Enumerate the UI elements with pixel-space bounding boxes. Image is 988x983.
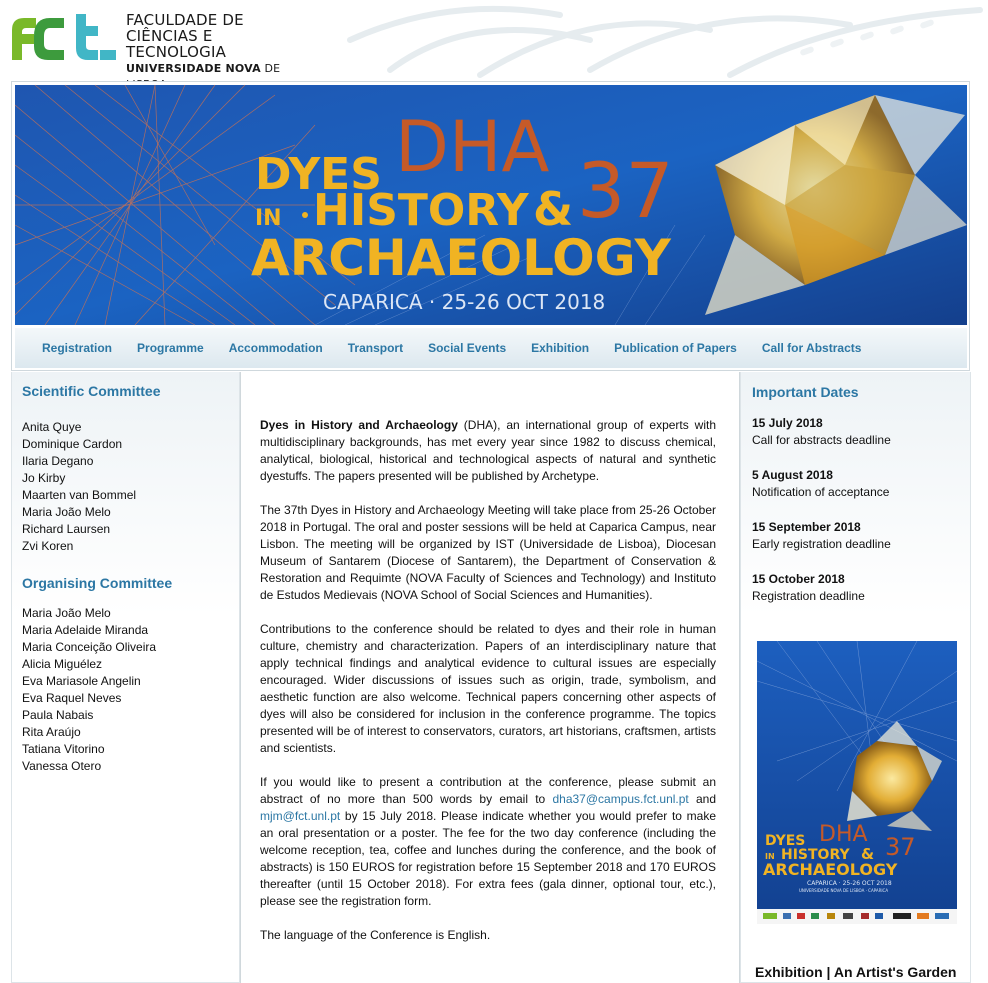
date-item <box>752 467 889 501</box>
nav-accommodation[interactable]: Accommodation <box>228 341 323 355</box>
scientific-committee-list <box>22 419 136 555</box>
banner-dha: DHA <box>395 106 550 188</box>
submission-text-a: If you would like to present a contribution at the conference, please submit an abstract of no more than 500 words by email to <box>260 775 716 806</box>
committee-member: Vanessa Otero <box>22 759 102 773</box>
committee-member: Maria João Melo <box>22 606 111 620</box>
banner-37: 37 <box>577 146 674 235</box>
committee-member: Tatiana Vitorino <box>22 742 105 756</box>
fct-logo[interactable] <box>10 11 310 75</box>
committee-member: Maarten van Bommel <box>22 488 137 502</box>
banner-dyes: DYES <box>255 149 382 200</box>
logo-line-1: FACULDADE DE <box>126 11 244 29</box>
poster-subtitle: CAPARICA · 25-26 OCT 2018 <box>807 880 892 887</box>
date-value: 15 October 2018 <box>752 572 845 586</box>
poster-37: 37 <box>885 833 916 861</box>
committee-member: Maria Conceição Oliveira <box>22 640 157 654</box>
date-label: Registration deadline <box>752 589 865 603</box>
poster-in: IN <box>765 852 775 861</box>
conference-banner <box>15 85 967 325</box>
nav-publication-of-papers[interactable]: Publication of Papers <box>614 341 737 355</box>
nav-transport[interactable]: Transport <box>347 341 404 355</box>
banner-in: IN <box>255 206 282 231</box>
intro-bold: Dyes in History and Archaeology <box>260 418 458 432</box>
poster-dha: DHA <box>819 822 868 847</box>
committee-member: Zvi Koren <box>22 539 74 553</box>
nav-exhibition[interactable]: Exhibition <box>531 341 590 355</box>
submission-text-c: by 15 July 2018. Please indicate whether you would prefer to make an oral presentation or a poster. The fee for the two day conference (including the welcome reception, tea, coffee and lunches during the conference, and the book of abstracts) is 150 EUROS for registration before 15 September 2018 and 170 EUROS thereafter (until 15 October 2018). For extra fees (gala dinner, optional tour, etc.), please see the registration form. <box>260 809 716 908</box>
date-value: 15 July 2018 <box>752 416 823 430</box>
date-item <box>752 519 891 553</box>
committee-member: Maria João Melo <box>22 505 111 519</box>
committee-member: Eva Mariasole Angelin <box>22 674 141 688</box>
poster-ampersand: & <box>861 845 875 863</box>
poster-history: HISTORY <box>781 847 850 863</box>
banner-ampersand: & <box>533 182 574 236</box>
paragraph-intro <box>260 417 716 485</box>
banner-subtitle: CAPARICA · 25-26 OCT 2018 <box>323 290 606 314</box>
email-link-mjm[interactable]: mjm@fct.unl.pt <box>260 809 341 823</box>
intro-rest: (DHA), an international group of experts with multidisciplinary backgrounds, has met every year since 1982 to discuss chemical, analytical, biological, historical and technological aspects of natural and synthetic dyestuffs. The papers presented will be published by Archetype. <box>260 418 716 483</box>
date-value: 15 September 2018 <box>752 520 861 534</box>
poster-archaeology: ARCHAEOLOGY <box>763 860 898 879</box>
paragraph-language: The language of the Conference is English. <box>260 928 491 942</box>
paragraph-submission <box>260 774 716 910</box>
committee-member: Ilaria Degano <box>22 454 94 468</box>
poster-university: UNIVERSIDADE NOVA DE LISBOA · CAPARICA <box>799 888 889 893</box>
nav-call-for-abstracts[interactable]: Call for Abstracts <box>761 341 862 355</box>
committee-member: Anita Quye <box>22 420 82 434</box>
poster-artwork <box>757 641 957 924</box>
nav-registration[interactable]: Registration <box>42 341 113 355</box>
main-nav <box>15 328 967 368</box>
logo-line-2: CIÊNCIAS E TECNOLOGIA <box>126 27 227 61</box>
date-item <box>752 571 865 605</box>
date-label: Call for abstracts deadline <box>752 433 891 447</box>
nav-programme[interactable]: Programme <box>137 341 204 355</box>
banner-frame <box>11 81 970 371</box>
fct-logo-mark <box>10 14 118 60</box>
scientific-committee-heading: Scientific Committee <box>22 383 161 399</box>
committees-sidebar <box>11 372 240 983</box>
committee-member: Maria Adelaide Miranda <box>22 623 149 637</box>
important-dates-heading: Important Dates <box>752 384 859 400</box>
dates-sidebar <box>740 372 971 983</box>
banner-artwork <box>15 85 967 325</box>
email-link-dha37[interactable]: dha37@campus.fct.unl.pt <box>552 792 689 806</box>
committee-member: Dominique Cardon <box>22 437 123 451</box>
committee-member: Rita Araújo <box>22 725 81 739</box>
date-label: Early registration deadline <box>752 537 891 551</box>
organising-committee-list <box>22 605 156 775</box>
banner-history: HISTORY <box>313 185 529 236</box>
logo-line-3-bold: UNIVERSIDADE NOVA <box>126 62 261 75</box>
paragraph-meeting: The 37th Dyes in History and Archaeology Meeting will take place from 25-26 October 2018 in Portugal. The oral and poster sessions will be held at Caparica Campus, near Lisbon. The meeting will be organized by IST (Universidade de Lisboa), Diocesan Museum of Santarem (Diocese of Santarem), the Department of Conservation & Restoration and Requimte (NOVA Faculty of Sciences and Technology) and Instituto de Estudos Medievais (NOVA School of Social Sciences and Humanities). <box>260 503 716 602</box>
committee-member: Paula Nabais <box>22 708 94 722</box>
committee-member: Alicia Miguélez <box>22 657 103 671</box>
conference-poster[interactable] <box>757 641 957 924</box>
date-label: Notification of acceptance <box>752 485 890 499</box>
banner-archaeology: ARCHAEOLOGY <box>251 229 671 287</box>
committee-member: Eva Raquel Neves <box>22 691 122 705</box>
main-content <box>240 372 740 983</box>
poster-dyes: DYES <box>765 833 806 849</box>
committee-member: Jo Kirby <box>22 471 66 485</box>
nav-list <box>15 328 967 368</box>
organising-committee-heading: Organising Committee <box>22 575 173 591</box>
nav-social-events[interactable]: Social Events <box>428 341 507 355</box>
date-value: 5 August 2018 <box>752 468 833 482</box>
site-header <box>0 0 988 80</box>
submission-text-b: and <box>688 792 717 806</box>
paragraph-contributions: Contributions to the conference should be related to dyes and their role in human culture, chemistry and characterization. Papers of an interdisciplinary nature that apply technical findings and analytical evidence to cultural issues are especially encouraged. Wider discussions of issues such as origin, trade, symbolism, and aesthetic function are also welcome. Technical papers concerning other aspects of dyes will also be considered for inclusion in the conference programme. The topics presented will be of interest to conservators, curators, art historians, craftsmen, artists and scientists. <box>260 622 716 755</box>
exhibition-link[interactable]: Exhibition | An Artist's Garden <box>755 964 957 980</box>
intro-text <box>260 417 716 961</box>
committee-member: Richard Laursen <box>22 522 111 536</box>
date-item <box>752 415 891 449</box>
header-decoration <box>330 0 988 80</box>
logo-line-3-rest: DE <box>264 62 281 75</box>
